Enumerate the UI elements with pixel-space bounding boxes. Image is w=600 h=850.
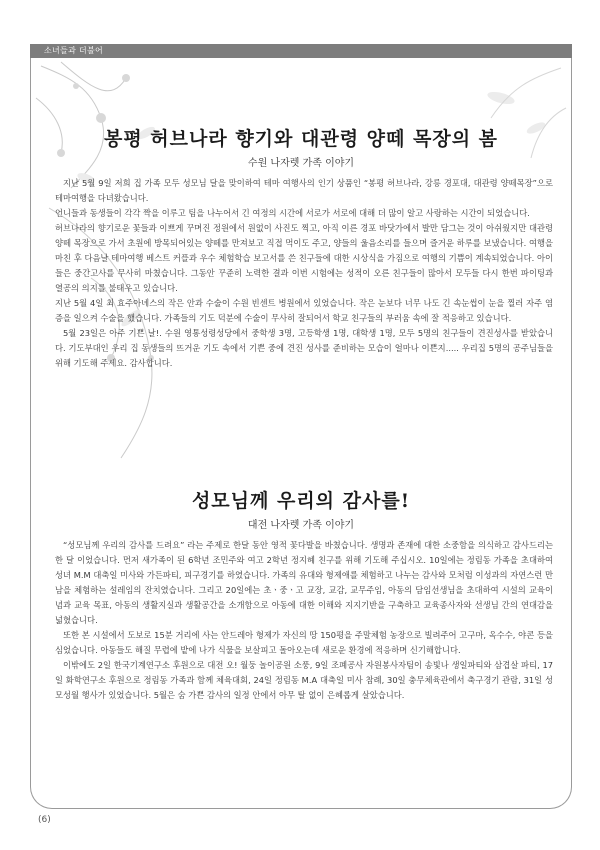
article-2-title: 성모님께 우리의 감사를! [191,490,411,512]
article-2-paragraph: “성모님께 우리의 감사를 드려요” 라는 주제로 한달 동안 영적 꽃다발을 바쳤습니다. 생명과 존재에 대한 소중함을 의식하고 감사드리는 한 달 이었습니다. 먼저 새가족이 된 6학년 조민주와 여고 2학년 정지혜 친구를 위해 기도해 주십시오. 10일에는 정림동 가족을 초대하여 성녀 M.M 대축일 미사와 가든파티, 피구경기를 하였습니다. 가족의 유대와 형제애를 체험하고 나누는 감사와 모처럼 이성과의 자연스런 만남을 체험하는 설레임의 잔치였습니다. 그리고 20일에는 초ㆍ중ㆍ고 교장, 교감, 교무주임, 아동의 담임선생님을 초대하여 시설의 교육이념과 교육 목표, 아동의 생활지실과 생활공간을 소개함으로 아동에 대한 이해와 지지기반을 구축하고 교육종사자와 선생님 간의 연대감을 넓혔습니다. [55,540,553,625]
article-2-body [55,538,553,703]
article-1-paragraph: 5월 23일은 아주 기쁜 날!. 수원 영통성령성당에서 중학생 3명, 고등학생 1명, 대학생 1명, 모두 5명의 친구들이 견진성사를 받았습니다. 기도부대인 우리 집 동생들의 뜨거운 기도 속에서 기쁜 중에 견진 성사를 준비하는 모습이 얼마나 이쁜지..... 우리집 5명의 공주님들을 위해 기도해 주세요. 감사합니다. [55,328,553,368]
article-1-paragraph: 허브나라의 향기로운 꽃들과 이쁘게 꾸며진 정원에서 원없이 사진도 찍고, 아직 이른 경포 바닷가에서 발만 담그는 것이 아쉬웠지만 대관령 양떼 목장으로 가서 초원에 방목되어있는 양떼를 만져보고 직접 먹이도 주고, 양들의 울음소리를 들으며 즐거운 하루를 보냈습니다. 여행을 마친 후 다음날 테마여행 베스트 커플과 우수 체험학습 보고서를 쓴 친구들에 대한 시상식을 가짐으로 여행의 기쁨이 계속되었습니다. 아이들은 중간고사를 무사히 마쳤습니다. 그동안 꾸준히 노력한 결과 이번 시험에는 성적이 오른 친구들이 많아서 모두들 다시 한번 파이팅과 열공의 의지를 불태우고 있습니다. [55,223,553,293]
article-1-paragraph: 언니들과 동생들이 각각 짝을 이루고 팀을 나누어서 긴 여정의 시간에 서로가 서로에 대해 더 많이 알고 사랑하는 시간이 되었습니다. [55,208,530,218]
article-1-subtitle: 수원 나자렛 가족 이야기 [247,158,355,169]
article-1-heading [31,124,571,169]
article-1-paragraph: 지난 5월 9일 저희 집 가족 모두 성모님 달을 맞이하여 테마 여행사의 인기 상품인 “봉평 허브나라, 강릉 경포대, 대관령 양떼목장”으로 테마여행을 다녀왔습니다. [55,178,553,203]
article-2-subtitle: 대전 나자렛 가족 이야기 [247,520,355,531]
page-number: (6) [38,815,51,825]
article-2-paragraph: 이밖에도 2일 한국기계연구소 후원으로 대전 오! 월둥 놀이공원 소풍, 9일 조폐공사 자원봉사자팀이 송빛나 생일파티와 삼겹살 파티, 17일 화학연구소 후원으로 정림동 가족과 함께 체육대회, 24일 정림동 M.A 대축일 미사 참례, 30일 충무체육관에서 축구경기 관람, 31일 성모성월 행사가 있었습니다. 5월은 숨 가쁜 감사의 일정 안에서 아무 탈 없이 은혜롭게 살았습니다. [55,660,553,700]
article-1-body [55,176,553,371]
section-label: 소녀들과 더불어 [44,46,104,55]
section-header-bar [30,44,572,58]
page-frame [30,58,572,809]
article-1-title: 봉평 허브나라 향기와 대관령 양떼 목장의 봄 [103,128,499,150]
article-2-heading [31,486,571,531]
article-2-paragraph: 또한 본 시설에서 도보로 15분 거리에 사는 안드레아 형제가 자신의 땅 150평을 주말체험 농장으로 빌려주어 고구마, 옥수수, 야콘 등을 심었습니다. 아동들도 해질 무렵에 밭에 나가 식물을 보살피고 돌아오는데 새로운 환경에 적응하며 신기해합니다. [55,630,553,655]
article-1-paragraph: 지난 5월 4일 최 효주아녜스의 작은 안과 수술이 수원 빈센트 병원에서 있었습니다. 작은 눈보다 너무 나도 긴 속눈썹이 눈을 찔러 자주 염증을 일으켜 수술을 했습니다. 가족들의 기도 덕분에 수술이 무사히 잘되어서 학교 친구들의 부러움 속에 잘 적응하고 있습니다. [55,298,553,323]
